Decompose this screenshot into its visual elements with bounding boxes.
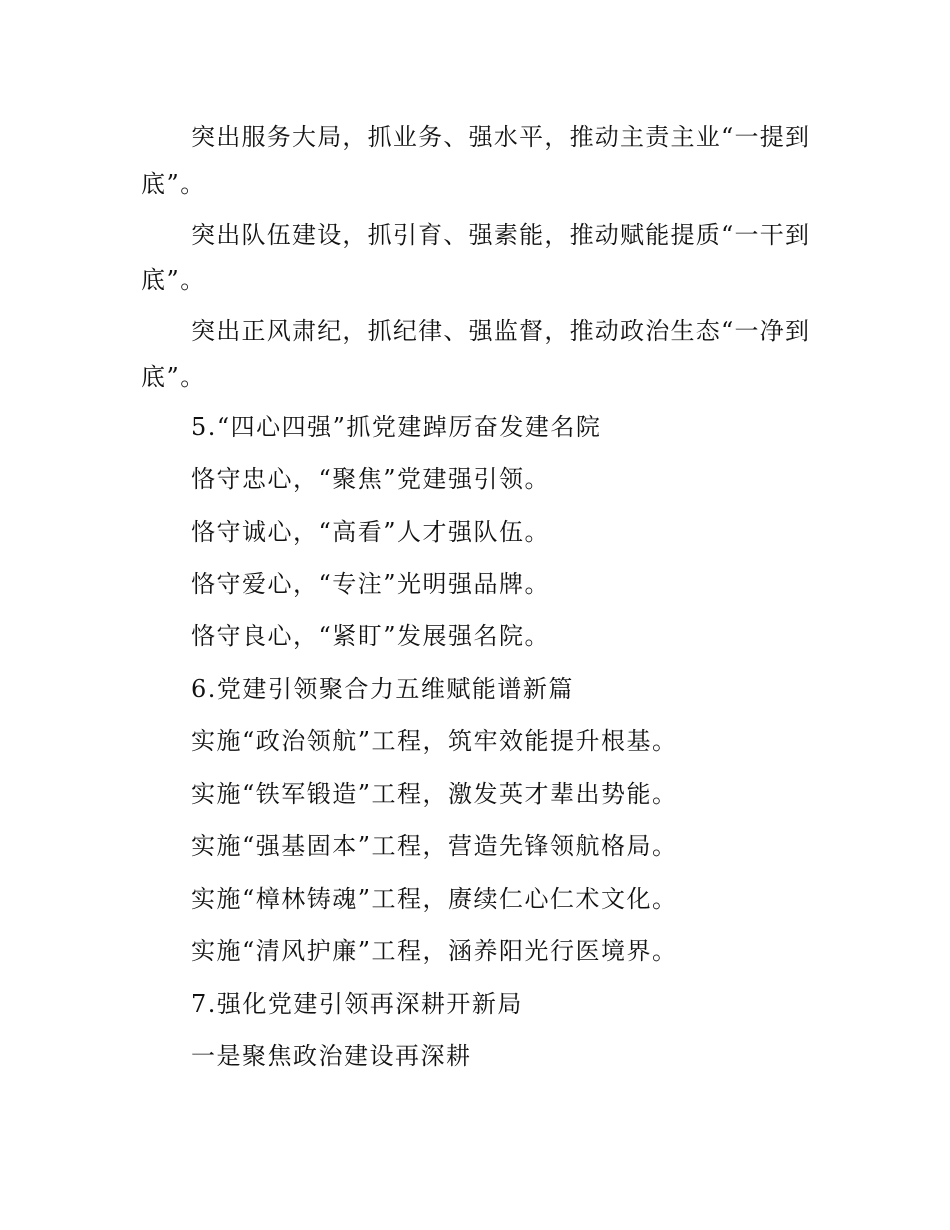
heading-6: 6.党建引领聚合力五维赋能谱新篇 — [191, 675, 574, 703]
list-item-iron-army: 实施“铁军锻造”工程，激发英才辈出势能。 — [191, 780, 678, 808]
paragraph-team-line-2: 底”。 — [141, 266, 206, 294]
paragraph-discipline-line-2: 底”。 — [141, 363, 206, 391]
paragraph-team-line-1: 突出队伍建设，抓引育、强素能，推动赋能提质“一干到 — [191, 221, 809, 249]
list-item-strong-foundation: 实施“强基固本”工程，营造先锋领航格局。 — [191, 832, 678, 860]
paragraph-service-line-1: 突出服务大局，抓业务、强水平，推动主责主业“一提到 — [191, 123, 809, 151]
list-item-sincerity: 恪守诚心，“高看”人才强队伍。 — [191, 518, 551, 546]
list-item-political-pilot: 实施“政治领航”工程，筑牢效能提升根基。 — [191, 727, 678, 755]
paragraph-discipline-line-1: 突出正风肃纪，抓纪律、强监督，推动政治生态“一净到 — [191, 317, 809, 345]
list-item-clean-wind: 实施“清风护廉”工程，涵养阳光行医境界。 — [191, 937, 678, 965]
heading-7: 7.强化党建引领再深耕开新局 — [191, 990, 523, 1018]
subheading-political-construction: 一是聚焦政治建设再深耕 — [191, 1042, 472, 1070]
paragraph-service-line-2: 底”。 — [141, 170, 206, 198]
list-item-love: 恪守爱心，“专注”光明强品牌。 — [191, 570, 551, 598]
heading-5: 5.“四心四强”抓党建踔厉奋发建名院 — [191, 413, 602, 441]
list-item-conscience: 恪守良心，“紧盯”发展强名院。 — [191, 622, 551, 650]
list-item-zhanglin-soul: 实施“樟林铸魂”工程，赓续仁心仁术文化。 — [191, 885, 678, 913]
list-item-loyalty: 恪守忠心，“聚焦”党建强引领。 — [191, 465, 551, 493]
